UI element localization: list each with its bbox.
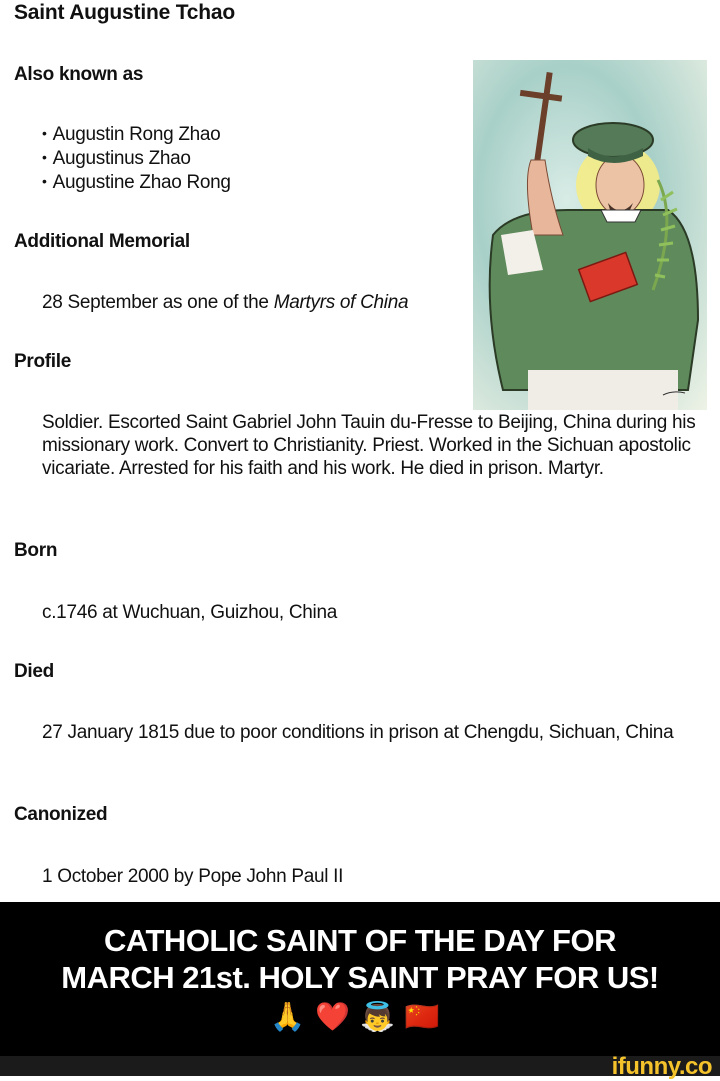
heading-profile: Profile bbox=[14, 351, 72, 372]
praying-hands-icon: 🙏 bbox=[270, 1001, 316, 1032]
saint-portrait-illustration bbox=[473, 60, 707, 410]
profile-text: Soldier. Escorted Saint Gabriel John Tauin du-Fresse to Beijing, China during his missionary work. Convert to Christianity. Priest. Worked in the Sichuan apostolic vicariate. Arrested for his faith and his work. He died in prison. Martyr. bbox=[42, 412, 696, 479]
alias-item: • Augustine Zhao Rong bbox=[42, 171, 231, 195]
alias-item: • Augustin Rong Zhao bbox=[42, 123, 231, 147]
caption-banner bbox=[0, 902, 720, 1056]
born-text: c.1746 at Wuchuan, Guizhou, China bbox=[42, 602, 338, 623]
alias-item: • Augustinus Zhao bbox=[42, 147, 231, 171]
heart-icon: ❤️ bbox=[315, 1001, 360, 1032]
heading-additional-memorial: Additional Memorial bbox=[14, 231, 190, 252]
heading-born: Born bbox=[14, 540, 58, 561]
emoji-row bbox=[0, 1000, 720, 1033]
ifunny-watermark-logo: ifunny.co bbox=[611, 1053, 712, 1080]
china-flag-icon: 🇨🇳 bbox=[404, 1001, 450, 1032]
saint-portrait-image bbox=[473, 60, 707, 410]
angel-icon: 👼 bbox=[360, 1001, 405, 1032]
martyrs-of-china-link[interactable]: Martyrs of China bbox=[273, 292, 409, 313]
heading-died: Died bbox=[14, 661, 54, 682]
page-title: Saint Augustine Tchao bbox=[14, 1, 235, 24]
memorial-text: 28 September as one of the Martyrs of China bbox=[42, 292, 409, 313]
caption-text: CATHOLIC SAINT OF THE DAY FOR MARCH 21st. HOLY SAINT PRAY FOR US! bbox=[61, 923, 659, 995]
footer-bar bbox=[0, 1053, 720, 1080]
canonized-text: 1 October 2000 by Pope John Paul II bbox=[42, 866, 344, 887]
heading-canonized: Canonized bbox=[14, 804, 108, 825]
died-text: 27 January 1815 due to poor conditions in prison at Chengdu, Sichuan, China bbox=[42, 722, 674, 743]
aliases-list bbox=[42, 123, 231, 195]
heading-also-known-as: Also known as bbox=[14, 64, 144, 85]
